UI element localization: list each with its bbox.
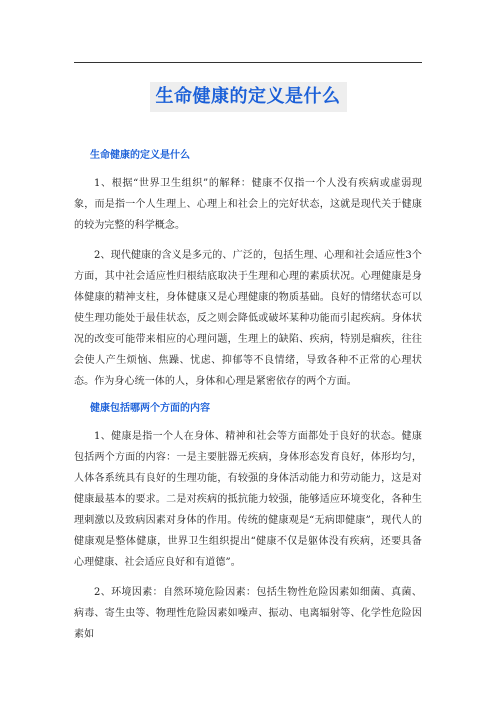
document-body bbox=[74, 148, 422, 654]
section-definition bbox=[74, 148, 422, 392]
section-heading: 生命健康的定义是什么 bbox=[90, 150, 190, 161]
header-rule bbox=[74, 62, 422, 63]
section-heading: 健康包括哪两个方面的内容 bbox=[90, 403, 210, 414]
document-title: 生命健康的定义是什么 bbox=[150, 82, 347, 112]
section-two-aspects bbox=[74, 401, 422, 645]
paragraph: 1、根据“世界卫生组织”的解释：健康不仅指一个人没有疾病或虚弱现象，而是指一个人生理上、心理上和社会上的完好状态，这就是现代关于健康的较为完整的科学概念。 bbox=[74, 178, 422, 231]
paragraph: 1、健康是指一个人在身体、精神和社会等方面都处于良好的状态。健康包括两个方面的内容：一是主要脏器无疾病，身体形态发育良好，体形均匀，人体各系统具有良好的生理功能，有较强的身体活动能力和劳动能力，这是对健康最基本的要求。二是对疾病的抵抗能力较强，能够适应环境变化，各种生理刺激以及致病因素对身体的作用。传统的健康观是“无病即健康”，现代人的健康观是整体健康，世界卫生组织提出“健康不仅是躯体没有疾病，还要具备心理健康、社会适应良好和有道德”。 bbox=[74, 431, 422, 568]
title-container bbox=[0, 82, 496, 112]
paragraph: 2、环境因素：自然环境危险因素：包括生物性危险因素如细菌、真菌、病毒、寄生虫等、物理性危险因素如噪声、振动、电离辐射等、化学性危险因素如 bbox=[74, 587, 422, 640]
paragraph: 2、现代健康的含义是多元的、广泛的，包括生理、心理和社会适应性3个方面，其中社会适应性归根结底取决于生理和心理的素质状况。心理健康是身体健康的精神支柱，身体健康又是心理健康的物质基础。良好的情绪状态可以使生理功能处于最佳状态，反之则会降低或破坏某种功能而引起疾病。身体状况的改变可能带来相应的心理问题，生理上的缺陷、疾病，特别是痼疾，往往会使人产生烦恼、焦躁、忧虑、抑郁等不良情绪，导致各种不正常的心理状态。作为身心统一体的人，身体和心理是紧密依存的两个方面。 bbox=[74, 250, 422, 387]
